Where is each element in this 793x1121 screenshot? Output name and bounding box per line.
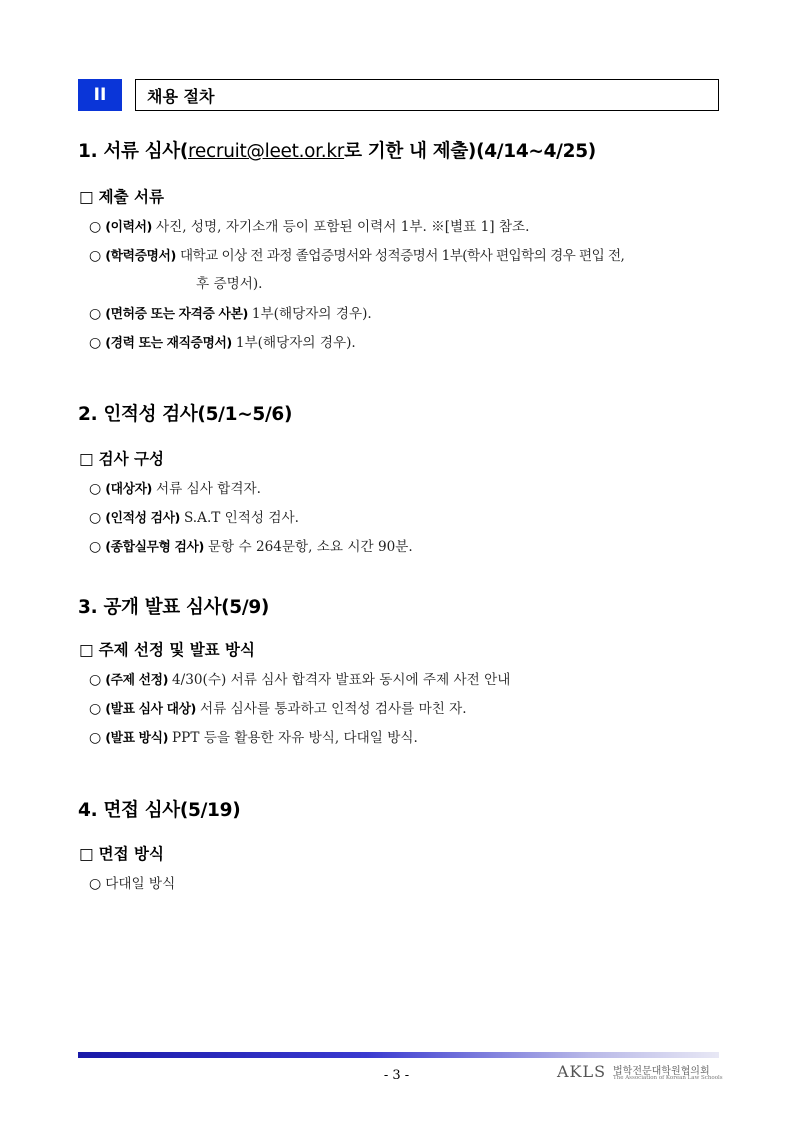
logo-akls-text: AKLS — [557, 1062, 607, 1081]
item-label: (학력증명서) — [105, 249, 176, 264]
circle-bullet-icon: ○ — [89, 219, 102, 235]
subhead-text: 주제 선정 및 발표 방식 — [98, 641, 255, 659]
item-text: 서류 심사 합격자. — [156, 481, 261, 497]
section-number-badge: II — [78, 79, 122, 111]
section-1-title-suffix: 로 기한 내 제출)(4/14~4/25) — [344, 141, 596, 162]
list-item — [89, 535, 413, 555]
item-text: PPT 등을 활용한 자유 방식, 다대일 방식. — [172, 730, 418, 746]
checkbox-square-icon: □ — [79, 188, 94, 206]
circle-bullet-icon: ○ — [89, 481, 102, 497]
section-4-title: 4. 면접 심사(5/19) — [78, 800, 241, 821]
item-label: (면허증 또는 자격증 사본) — [105, 307, 248, 322]
item-text: S.A.T 인적성 검사. — [183, 510, 299, 526]
footer-gradient-bar — [78, 1052, 719, 1058]
item-label: (대상자) — [105, 482, 153, 497]
list-item — [89, 668, 510, 688]
list-item — [89, 331, 356, 351]
item-label: (발표 방식) — [105, 731, 169, 746]
list-item — [89, 244, 624, 264]
circle-bullet-icon: ○ — [89, 510, 102, 526]
item-text: 사진, 성명, 자기소개 등이 포함된 이력서 1부. ※[별표 1] 참조. — [156, 219, 530, 235]
item-label: (종합실무형 검사) — [105, 540, 204, 555]
akls-logo — [557, 1062, 722, 1084]
checkbox-square-icon: □ — [79, 641, 94, 659]
item-label: (경력 또는 재직증명서) — [105, 336, 232, 351]
item-text: 서류 심사를 통과하고 인적성 검사를 마친 자. — [200, 701, 467, 717]
item-text: 대학교 이상 전 과정 졸업증명서와 성적증명서 1부(학사 편입학의 경우 편입 전, — [179, 248, 625, 264]
page-number: - 3 - — [383, 1068, 410, 1083]
item-text: 4/30(수) 서류 심사 합격자 발표와 동시에 주제 사전 안내 — [172, 672, 511, 688]
section-heading: 채용 절차 — [135, 79, 719, 111]
item-text: 1부(해당자의 경우). — [235, 335, 356, 351]
list-item — [89, 872, 175, 892]
section-2-subhead — [79, 447, 164, 469]
section-1-title-prefix: 1. 서류 심사( — [78, 141, 189, 162]
subhead-text: 면접 방식 — [98, 845, 164, 863]
subhead-text: 제출 서류 — [98, 188, 164, 206]
subhead-text: 검사 구성 — [98, 450, 164, 468]
list-item — [89, 302, 372, 322]
circle-bullet-icon: ○ — [89, 730, 102, 746]
section-4-subhead — [79, 842, 164, 864]
item-label: (발표 심사 대상) — [105, 702, 196, 717]
list-item — [89, 506, 299, 526]
section-2-title: 2. 인적성 검사(5/1~5/6) — [78, 404, 293, 425]
list-item — [89, 477, 261, 497]
recruit-email-link[interactable]: recruit@leet.or.kr — [188, 141, 345, 162]
circle-bullet-icon: ○ — [89, 672, 102, 688]
checkbox-square-icon: □ — [79, 450, 94, 468]
logo-english-name: The Association of Korean Law Schools — [613, 1075, 723, 1081]
section-1-subhead — [79, 185, 164, 207]
circle-bullet-icon: ○ — [89, 876, 102, 892]
section-3-subhead — [79, 638, 255, 660]
section-1-title — [78, 137, 596, 163]
section-3-title: 3. 공개 발표 심사(5/9) — [78, 597, 270, 618]
circle-bullet-icon: ○ — [89, 701, 102, 717]
item-text: 다대일 방식 — [105, 876, 176, 892]
item-text-continuation: 후 증명서). — [196, 276, 263, 292]
list-item — [89, 697, 467, 717]
item-label: (인적성 검사) — [105, 511, 180, 526]
circle-bullet-icon: ○ — [89, 248, 102, 264]
list-item — [89, 215, 529, 235]
logo-korean-name: 법학전문대학원협의회 — [613, 1066, 710, 1077]
checkbox-square-icon: □ — [79, 845, 94, 863]
item-label: (주제 선정) — [105, 673, 169, 688]
item-text: 문항 수 264문항, 소요 시간 90분. — [207, 539, 413, 555]
list-item — [89, 726, 418, 746]
item-text: 1부(해당자의 경우). — [251, 306, 372, 322]
circle-bullet-icon: ○ — [89, 539, 102, 555]
circle-bullet-icon: ○ — [89, 306, 102, 322]
item-label: (이력서) — [105, 220, 153, 235]
section-header — [78, 79, 719, 111]
circle-bullet-icon: ○ — [89, 335, 102, 351]
